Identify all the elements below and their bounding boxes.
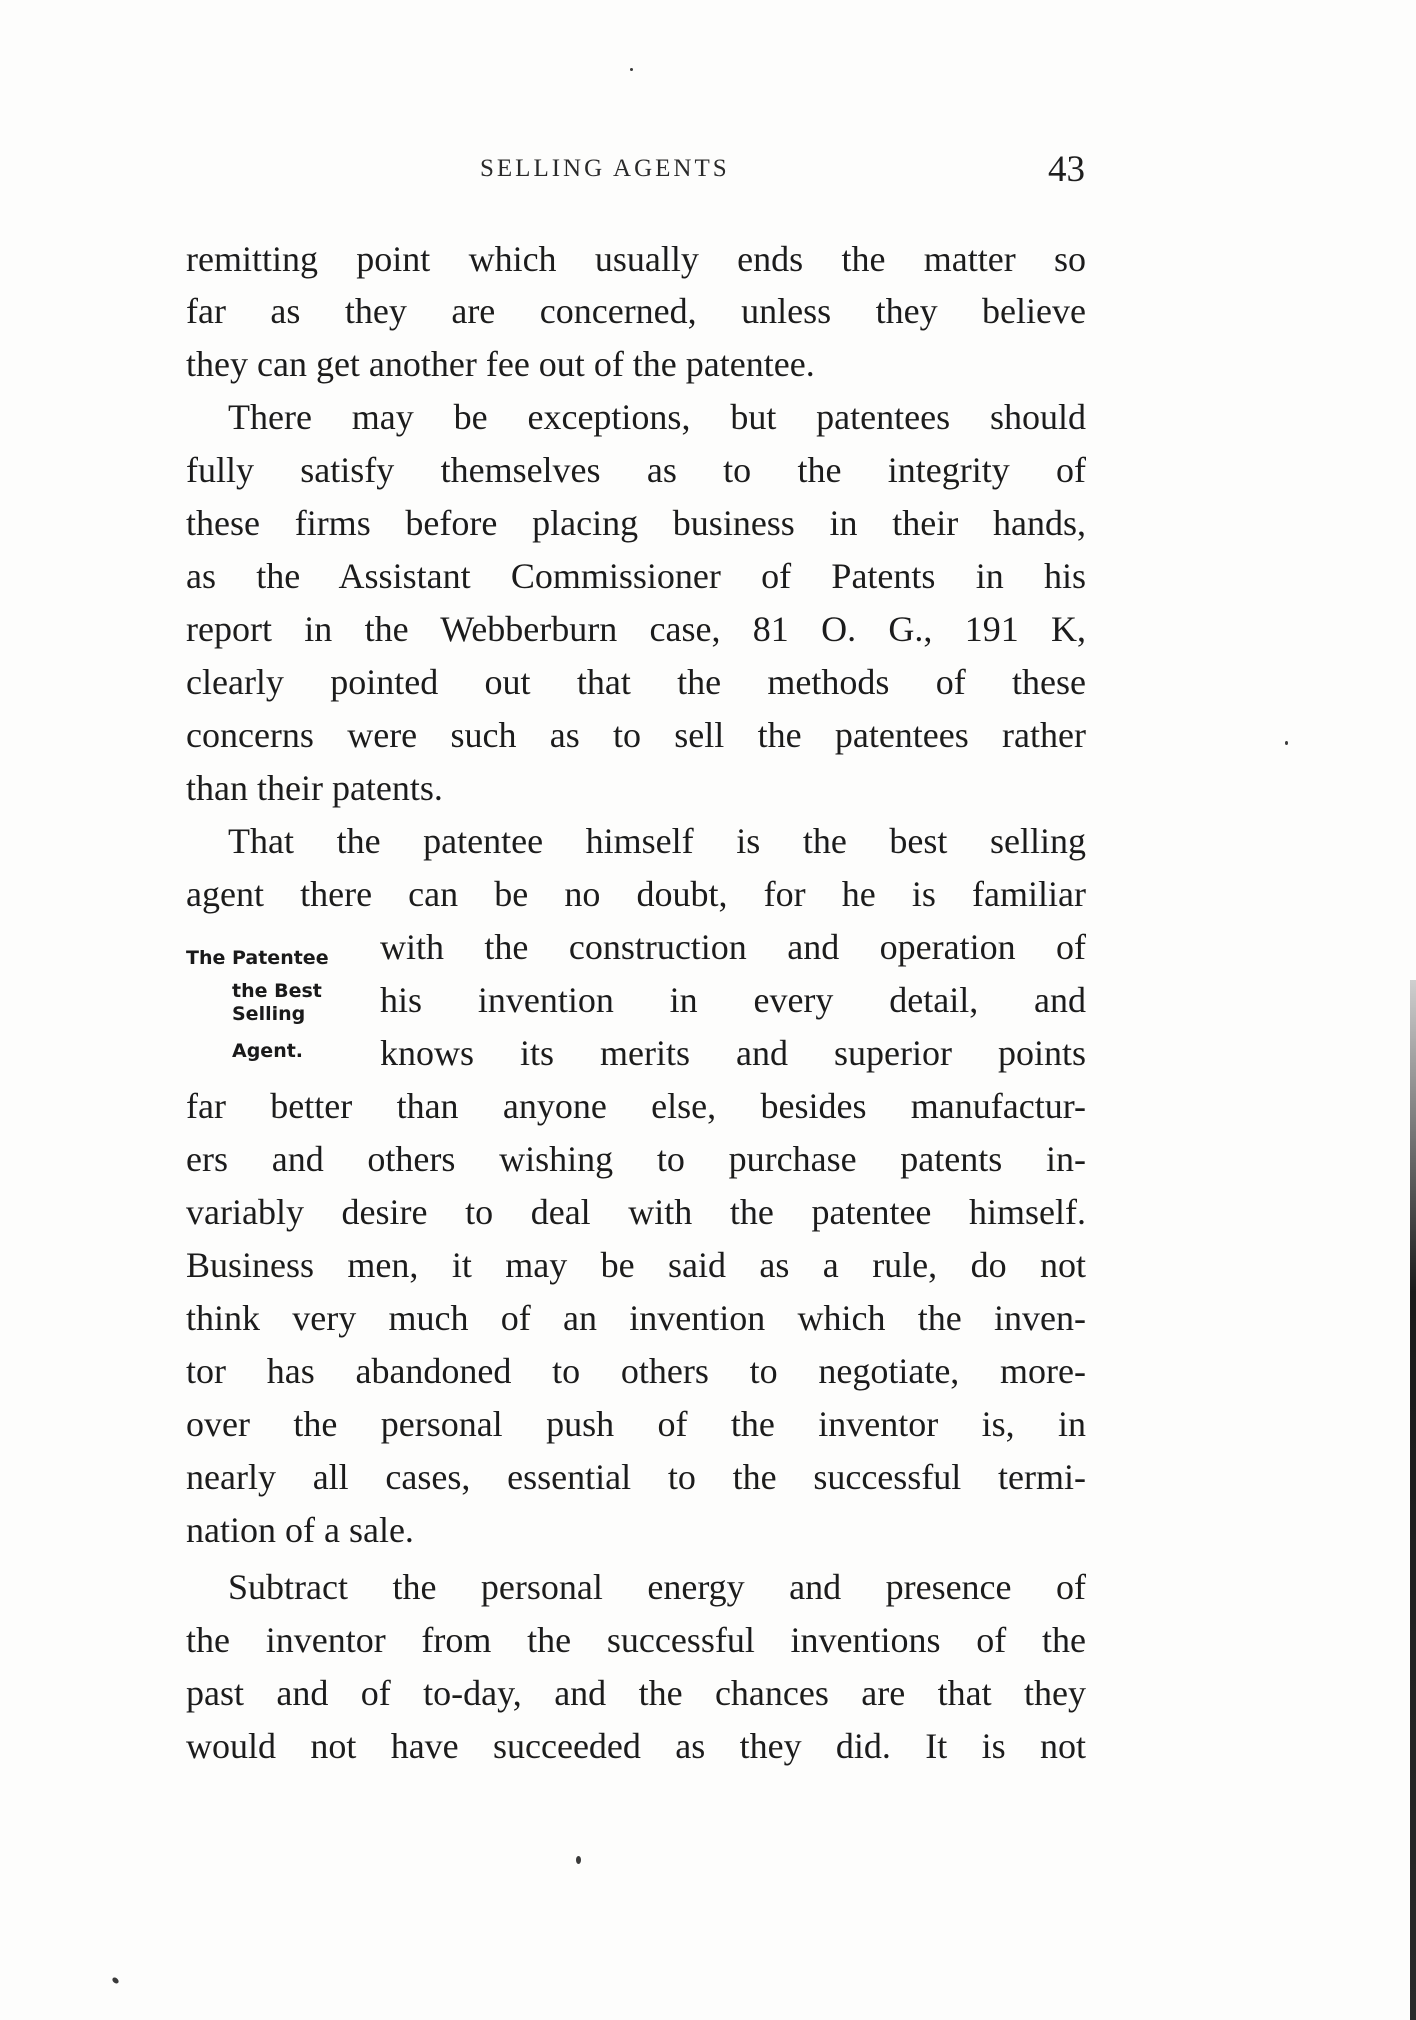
text-line: clearly pointed out that the methods of these xyxy=(186,662,1086,702)
text-line: ers and others wishing to purchase patents in- xyxy=(186,1139,1086,1179)
text-line: report in the Webberburn case, 81 O. G., 191 K, xyxy=(186,609,1086,649)
text-line: Business men, it may be said as a rule, do not xyxy=(186,1245,1086,1285)
sidenote-line: The Patentee xyxy=(186,947,329,969)
text-line: as the Assistant Commissioner of Patents in his xyxy=(186,556,1086,596)
text-line: There may be exceptions, but patentees should xyxy=(228,397,1086,437)
text-line: fully satisfy themselves as to the integrity of xyxy=(186,450,1086,490)
text-line: nearly all cases, essential to the successful termi- xyxy=(186,1457,1086,1497)
scan-speck xyxy=(1285,741,1288,745)
sidenote-line: Selling xyxy=(232,1003,306,1025)
text-line: That the patentee himself is the best selling xyxy=(228,821,1086,861)
page-number: 43 xyxy=(1048,149,1085,190)
sidenote-line: Agent. xyxy=(232,1040,304,1062)
running-title: SELLING AGENTS xyxy=(480,155,730,182)
text-line: the inventor from the successful inventions of the xyxy=(186,1620,1086,1660)
text-line: concerns were such as to sell the patentees rather xyxy=(186,715,1086,755)
text-line: remitting point which usually ends the matter so xyxy=(186,239,1086,279)
text-line: with the construction and operation of xyxy=(380,927,1086,967)
text-line: they can get another fee out of the patentee. xyxy=(186,344,815,384)
text-line: tor has abandoned to others to negotiate, more- xyxy=(186,1351,1086,1391)
text-line: knows its merits and superior points xyxy=(380,1033,1086,1073)
text-line: far better than anyone else, besides manufactur- xyxy=(186,1086,1086,1126)
text-line: Subtract the personal energy and presence of xyxy=(228,1567,1086,1607)
text-line: these firms before placing business in their hands, xyxy=(186,503,1086,543)
text-line: past and of to-day, and the chances are that they xyxy=(186,1673,1086,1713)
page-edge-shadow xyxy=(1410,980,1416,2020)
text-line: than their patents. xyxy=(186,768,443,808)
scan-speck xyxy=(576,1856,581,1864)
scan-speck xyxy=(630,68,633,71)
text-line: would not have succeeded as they did. It is not xyxy=(186,1726,1086,1766)
text-line: agent there can be no doubt, for he is familiar xyxy=(186,874,1086,914)
text-line: far as they are concerned, unless they believe xyxy=(186,291,1086,331)
text-line: variably desire to deal with the patentee himself. xyxy=(186,1192,1086,1232)
text-line: think very much of an invention which the inven- xyxy=(186,1298,1086,1338)
text-line: nation of a sale. xyxy=(186,1510,414,1550)
sidenote-line: the Best xyxy=(232,980,322,1002)
text-line: his invention in every detail, and xyxy=(380,980,1086,1020)
scan-speck xyxy=(111,1976,120,1984)
text-line: over the personal push of the inventor is, in xyxy=(186,1404,1086,1444)
